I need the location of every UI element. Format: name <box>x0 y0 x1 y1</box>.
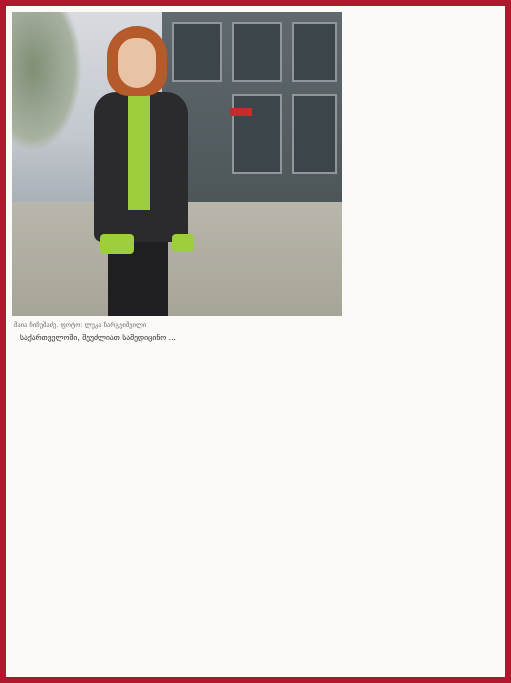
paragraph: საქართველოში, შეუძლიათ სამედიცინო ... <box>20 333 176 342</box>
face <box>118 38 156 88</box>
red-sign <box>230 108 252 116</box>
green-cuff-right <box>172 234 194 252</box>
portrait-photo <box>12 12 342 316</box>
window <box>232 22 282 82</box>
article-column-left <box>20 332 176 683</box>
window <box>292 94 337 174</box>
window <box>232 94 282 174</box>
window <box>292 22 337 82</box>
article-column-right <box>351 14 509 683</box>
green-top <box>128 90 150 210</box>
photo-caption: მაია ჩიჩუშაძე. ფოტო: ლუკა ჩარგეიშვილი <box>14 321 147 329</box>
green-cuff-left <box>100 234 134 254</box>
tree-foliage <box>12 12 82 152</box>
building-facade <box>162 12 342 202</box>
window <box>172 22 222 82</box>
article-column-middle <box>183 332 343 683</box>
